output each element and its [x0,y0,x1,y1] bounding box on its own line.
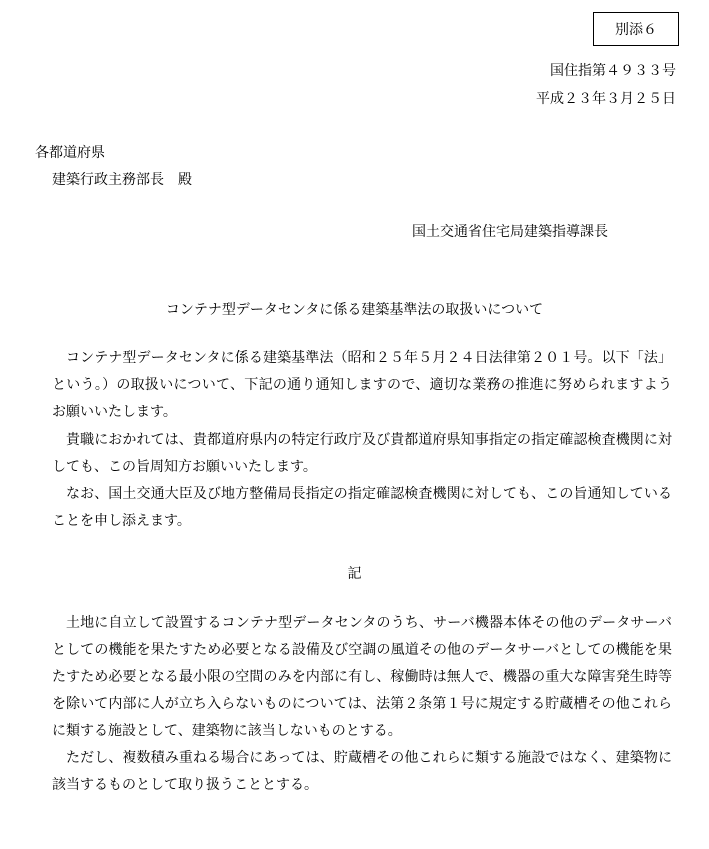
document-title: コンテナ型データセンタに係る建築基準法の取扱いについて [165,302,544,318]
addressee-title: 建築行政主務部長 殿 [52,172,192,188]
body-paragraph-1: コンテナ型データセンタに係る建築基準法（昭和２５年５月２４日法律第２０１号。以下「法」という。）の取扱いについて、下記の通り通知しますので、適切な業務の推進に努められますようお願いいたします。 [52,350,672,420]
attachment-stamp-label: 別添６ [615,22,657,38]
sender-name: 国土交通省住宅局建築指導課長 [412,224,608,240]
ki-heading: 記 [347,566,362,582]
note-paragraph-2: ただし、複数積み重ねる場合にあっては、貯蔵槽その他これらに類する施設ではなく、建築物に該当するものとして取り扱うこととする。 [52,750,672,793]
body-paragraph-3: なお、国土交通大臣及び地方整備局長指定の指定確認検査機関に対しても、この旨通知していることを申し添えます。 [52,486,672,529]
body-paragraph-2: 貴職におかれては、貴都道府県内の特定行政庁及び貴都道府県知事指定の指定確認検査機関に対しても、この旨周知方お願いいたします。 [52,432,672,475]
addressee-prefecture: 各都道府県 [35,145,105,161]
document-number: 国住指第４９３３号 [550,63,676,79]
note-paragraph-1: 土地に自立して設置するコンテナ型データセンタのうち、サーバ機器本体その他のデータサーバとしての機能を果たすため必要となる設備及び空調の風道その他のデータサーバとしての機能を果たすため必要となる最小限の空間のみを内部に有し、稼働時は無人で、機器の重大な障害発生時等を除いて内部に人が立ち入らないものについては、法第２条第１号に規定する貯蔵槽その他これらに類する施設として、建築物に該当しないものとする。 [52,615,672,739]
document-date: 平成２３年３月２５日 [536,91,676,107]
attachment-stamp [593,12,679,46]
